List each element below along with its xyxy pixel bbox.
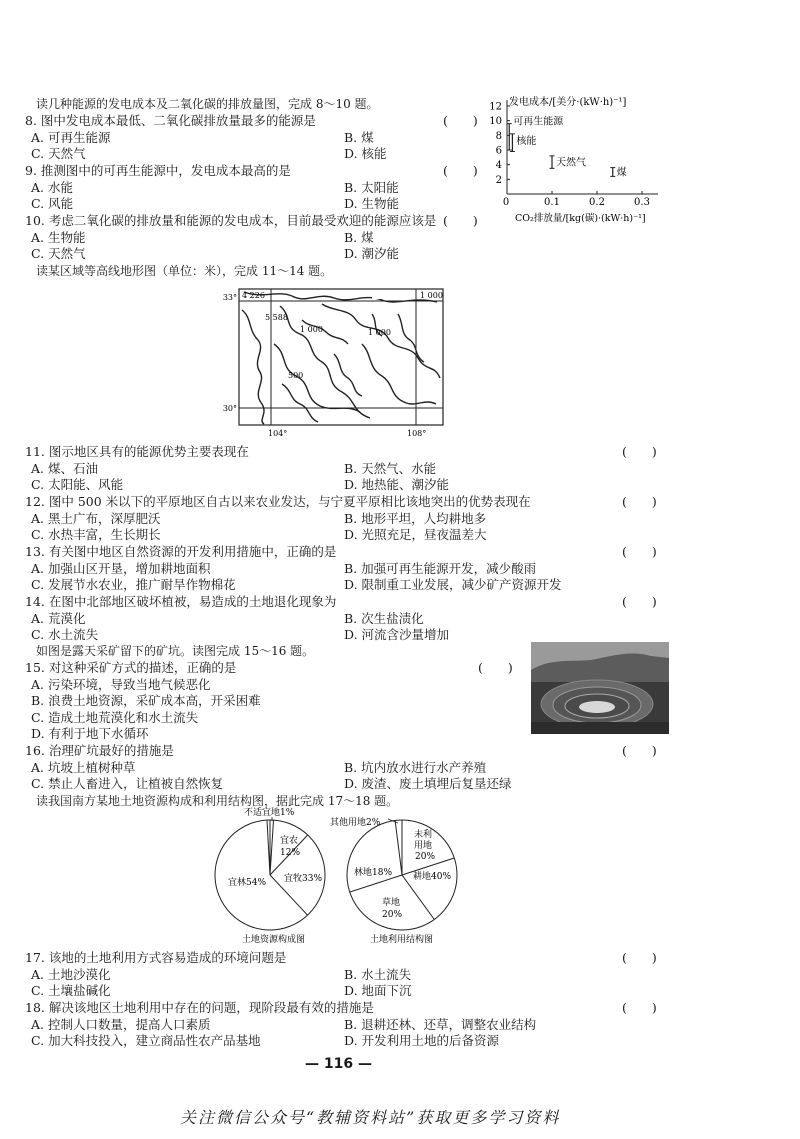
question-15-stem: 15. 对这种采矿方式的描述，正确的是 (25, 660, 237, 675)
question-18-answer[interactable]: ( ) (622, 1000, 657, 1015)
x-axis-label: CO₂排放量/[kg(碳)·(kW·h)⁻¹] (515, 213, 646, 224)
open-pit-mine-photo (531, 642, 669, 734)
q9-option-c[interactable]: C. 风能 (31, 196, 74, 211)
map-frame (239, 289, 443, 425)
pie2-label-other: 其他用地2% (330, 818, 381, 828)
energy-cost-chart (480, 90, 680, 230)
photo-foreground (531, 722, 669, 734)
q10-option-a[interactable]: A. 生物能 (31, 230, 86, 245)
page-number: — 116 — (305, 1056, 372, 1072)
footer-promo: 关注微信公众号“教辅资料站”获取更多学习资料 (180, 1108, 561, 1127)
x-tick-label: 0.3 (634, 197, 650, 208)
q14-option-b[interactable]: B. 次生盐渍化 (344, 611, 424, 626)
question-10-stem: 10. 考虑二氧化碳的排放量和能源的发电成本，目前最受欢迎的能源应该是 (25, 213, 437, 228)
lon-104-label: 104° (268, 429, 288, 438)
land-use-pie (330, 816, 457, 945)
pie1-label-forest: 宜林54% (228, 878, 267, 888)
question-16-stem: 16. 治理矿坑最好的措施是 (25, 743, 174, 758)
contour-label-500: 500 (288, 371, 304, 380)
q14-option-d[interactable]: D. 河流含沙量增加 (344, 627, 450, 642)
land-pie-charts (210, 805, 480, 950)
q18-option-a[interactable]: A. 控制人口数量，提高人口素质 (31, 1017, 211, 1032)
q17-option-c[interactable]: C. 土壤盐碱化 (31, 983, 111, 998)
q13-option-b[interactable]: B. 加强可再生能源开发，减少酸雨 (344, 561, 537, 576)
y-tick-label: 4 (495, 160, 502, 172)
series-label: 煤 (616, 167, 627, 179)
lat-33-label: 33° (222, 293, 237, 302)
q16-option-d[interactable]: D. 废渣、废土填埋后复垦还绿 (344, 776, 512, 791)
y-tick-label: 10 (489, 116, 502, 128)
q16-option-b[interactable]: B. 坑内放水进行水产养殖 (344, 760, 487, 775)
lat-30-label: 30° (222, 404, 237, 413)
y-tick-label: 12 (489, 101, 502, 113)
question-14-stem: 14. 在图中北部地区破坏植被，易造成的土地退化现象为 (25, 594, 337, 609)
contour-label-1000: 1 000 (420, 291, 443, 300)
y-tick-label: 6 (495, 145, 502, 157)
contour-label-1000: 1 000 (300, 325, 323, 334)
q12-option-d[interactable]: D. 光照充足，昼夜温差大 (344, 527, 487, 542)
q10-option-c[interactable]: C. 天然气 (31, 246, 86, 261)
q11-option-d[interactable]: D. 地热能、潮汐能 (344, 477, 450, 492)
y-axis-label: 发电成本/[美分·(kW·h)⁻¹] (509, 97, 627, 108)
q9-option-a[interactable]: A. 水能 (31, 180, 73, 195)
question-16-answer[interactable]: ( ) (622, 743, 657, 758)
question-10-answer[interactable]: ( ) (443, 213, 478, 228)
q10-option-b[interactable]: B. 煤 (344, 230, 374, 245)
lon-108-label: 108° (407, 429, 427, 438)
elevation-4226: 4 226 (242, 291, 265, 300)
question-9-stem: 9. 推测图中的可再生能源中，发电成本最高的是 (25, 163, 291, 178)
question-11-stem: 11. 图示地区具有的能源优势主要表现在 (25, 444, 249, 459)
question-17-stem: 17. 该地的土地利用方式容易造成的环境问题是 (25, 950, 287, 965)
pie1-caption: 土地资源构成图 (242, 935, 306, 945)
q18-option-d[interactable]: D. 开发利用土地的后备资源 (344, 1033, 500, 1048)
q14-option-a[interactable]: A. 荒漠化 (31, 611, 86, 626)
pie2-label-unused-2: 用地 (414, 841, 433, 851)
q16-option-c[interactable]: C. 禁止人畜进入，让植被自然恢复 (31, 776, 224, 791)
series-label: 可再生能源 (513, 116, 564, 128)
q10-option-d[interactable]: D. 潮汐能 (344, 246, 400, 261)
question-13-answer[interactable]: ( ) (622, 544, 657, 559)
q15-option-b[interactable]: B. 浪费土地资源，采矿成本高，开采困难 (31, 693, 261, 708)
question-9-answer[interactable]: ( ) (443, 163, 478, 178)
series-label: 天然气 (556, 157, 586, 169)
label-bg (372, 291, 394, 299)
land-resource-pie (215, 806, 325, 945)
q11-option-c[interactable]: C. 太阳能、风能 (31, 477, 124, 492)
q11-option-a[interactable]: A. 煤、石油 (31, 461, 98, 476)
question-18-stem: 18. 解决该地区土地利用中存在的问题，现阶段最有效的措施是 (25, 1000, 374, 1015)
q12-option-b[interactable]: B. 地形平坦，人均耕地多 (344, 511, 487, 526)
q17-option-a[interactable]: A. 土地沙漠化 (31, 967, 111, 982)
intro-15-16: 如图是露天采矿留下的矿坑。读图完成 15～16 题。 (36, 644, 315, 658)
pie2-label-unused-1: 未利 (414, 830, 433, 840)
q17-option-b[interactable]: B. 水土流失 (344, 967, 412, 982)
q15-option-a[interactable]: A. 污染环境，导致当地气候恶化 (31, 677, 211, 692)
series-label: 核能 (516, 136, 537, 148)
y-tick-label: 8 (495, 130, 502, 142)
q8-option-c[interactable]: C. 天然气 (31, 146, 86, 161)
q13-option-a[interactable]: A. 加强山区开垦，增加耕地面积 (31, 561, 211, 576)
question-8-stem: 8. 图中发电成本最低、二氧化碳排放量最多的能源是 (25, 113, 316, 128)
question-17-answer[interactable]: ( ) (622, 950, 657, 965)
q9-option-b[interactable]: B. 太阳能 (344, 180, 399, 195)
question-15-answer[interactable]: ( ) (478, 660, 513, 675)
question-12-stem: 12. 图中 500 米以下的平原地区自古以来农业发达，与宁夏平原相比该地突出的优势表现在 (25, 494, 531, 509)
q15-option-c[interactable]: C. 造成土地荒漠化和水土流失 (31, 710, 199, 725)
q18-option-b[interactable]: B. 退耕还林、还草，调整农业结构 (344, 1017, 537, 1032)
pie2-pct-grassland: 20% (382, 910, 403, 920)
pie2-caption: 土地利用结构图 (370, 935, 434, 945)
intro-11-14: 读某区域等高线地形图（单位：米），完成 11～14 题。 (36, 264, 333, 278)
q8-option-b[interactable]: B. 煤 (344, 130, 374, 145)
y-tick-label: 2 (495, 174, 502, 186)
pie2-pct-unused: 20% (415, 852, 436, 862)
pie1-label-unsuitable: 不适宜地1% (244, 808, 295, 818)
q18-option-c[interactable]: C. 加大科技投入，建立商品性农产品基地 (31, 1033, 261, 1048)
question-12-answer[interactable]: ( ) (622, 494, 657, 509)
pie1-label-pasture: 宜牧33% (284, 874, 323, 884)
pie2-label-grassland: 草地 (382, 898, 401, 908)
q15-option-d[interactable]: D. 有利于地下水循环 (31, 726, 149, 741)
contour-label-1000: 1 000 (368, 328, 391, 337)
q14-option-c[interactable]: C. 水土流失 (31, 627, 99, 642)
elevation-5588: 5 588 (265, 313, 288, 322)
q12-option-a[interactable]: A. 黑土广布，深厚肥沃 (31, 511, 161, 526)
question-8-answer[interactable]: ( ) (443, 113, 478, 128)
x-tick-label: 0.2 (589, 197, 605, 208)
q13-option-c[interactable]: C. 发展节水农业，推广耐旱作物棉花 (31, 577, 236, 592)
pie2-label-cropland: 耕地40% (413, 872, 452, 882)
x-tick-label: 0.1 (544, 197, 560, 208)
contour-map (222, 284, 452, 444)
intro-8-10: 读几种能源的发电成本及二氧化碳的排放量图，完成 8～10 题。 (36, 97, 379, 111)
pit-bottom-water (579, 701, 615, 713)
question-13-stem: 13. 有关图中地区自然资源的开发利用措施中，正确的是 (25, 544, 337, 559)
q17-option-d[interactable]: D. 地面下沉 (344, 983, 412, 998)
q13-option-d[interactable]: D. 限制重工业发展，减少矿产资源开发 (344, 577, 562, 592)
q8-option-a[interactable]: A. 可再生能源 (31, 130, 111, 145)
q12-option-c[interactable]: C. 水热丰富，生长期长 (31, 527, 161, 542)
q16-option-a[interactable]: A. 坑坡上植树种草 (31, 760, 136, 775)
pie1-label-farm: 宜农 (280, 836, 299, 846)
pie2-label-woodland: 林地18% (354, 868, 393, 878)
q8-option-d[interactable]: D. 核能 (344, 146, 387, 161)
question-14-answer[interactable]: ( ) (622, 594, 657, 609)
x-tick-label: 0 (502, 197, 510, 208)
pie1-pct-farm: 12% (280, 848, 301, 858)
q9-option-d[interactable]: D. 生物能 (344, 196, 400, 211)
question-11-answer[interactable]: ( ) (622, 444, 657, 459)
q11-option-b[interactable]: B. 天然气、水能 (344, 461, 437, 476)
intro-17-18: 读我国南方某地土地资源构成和利用结构图，据此完成 17～18 题。 (36, 794, 399, 808)
